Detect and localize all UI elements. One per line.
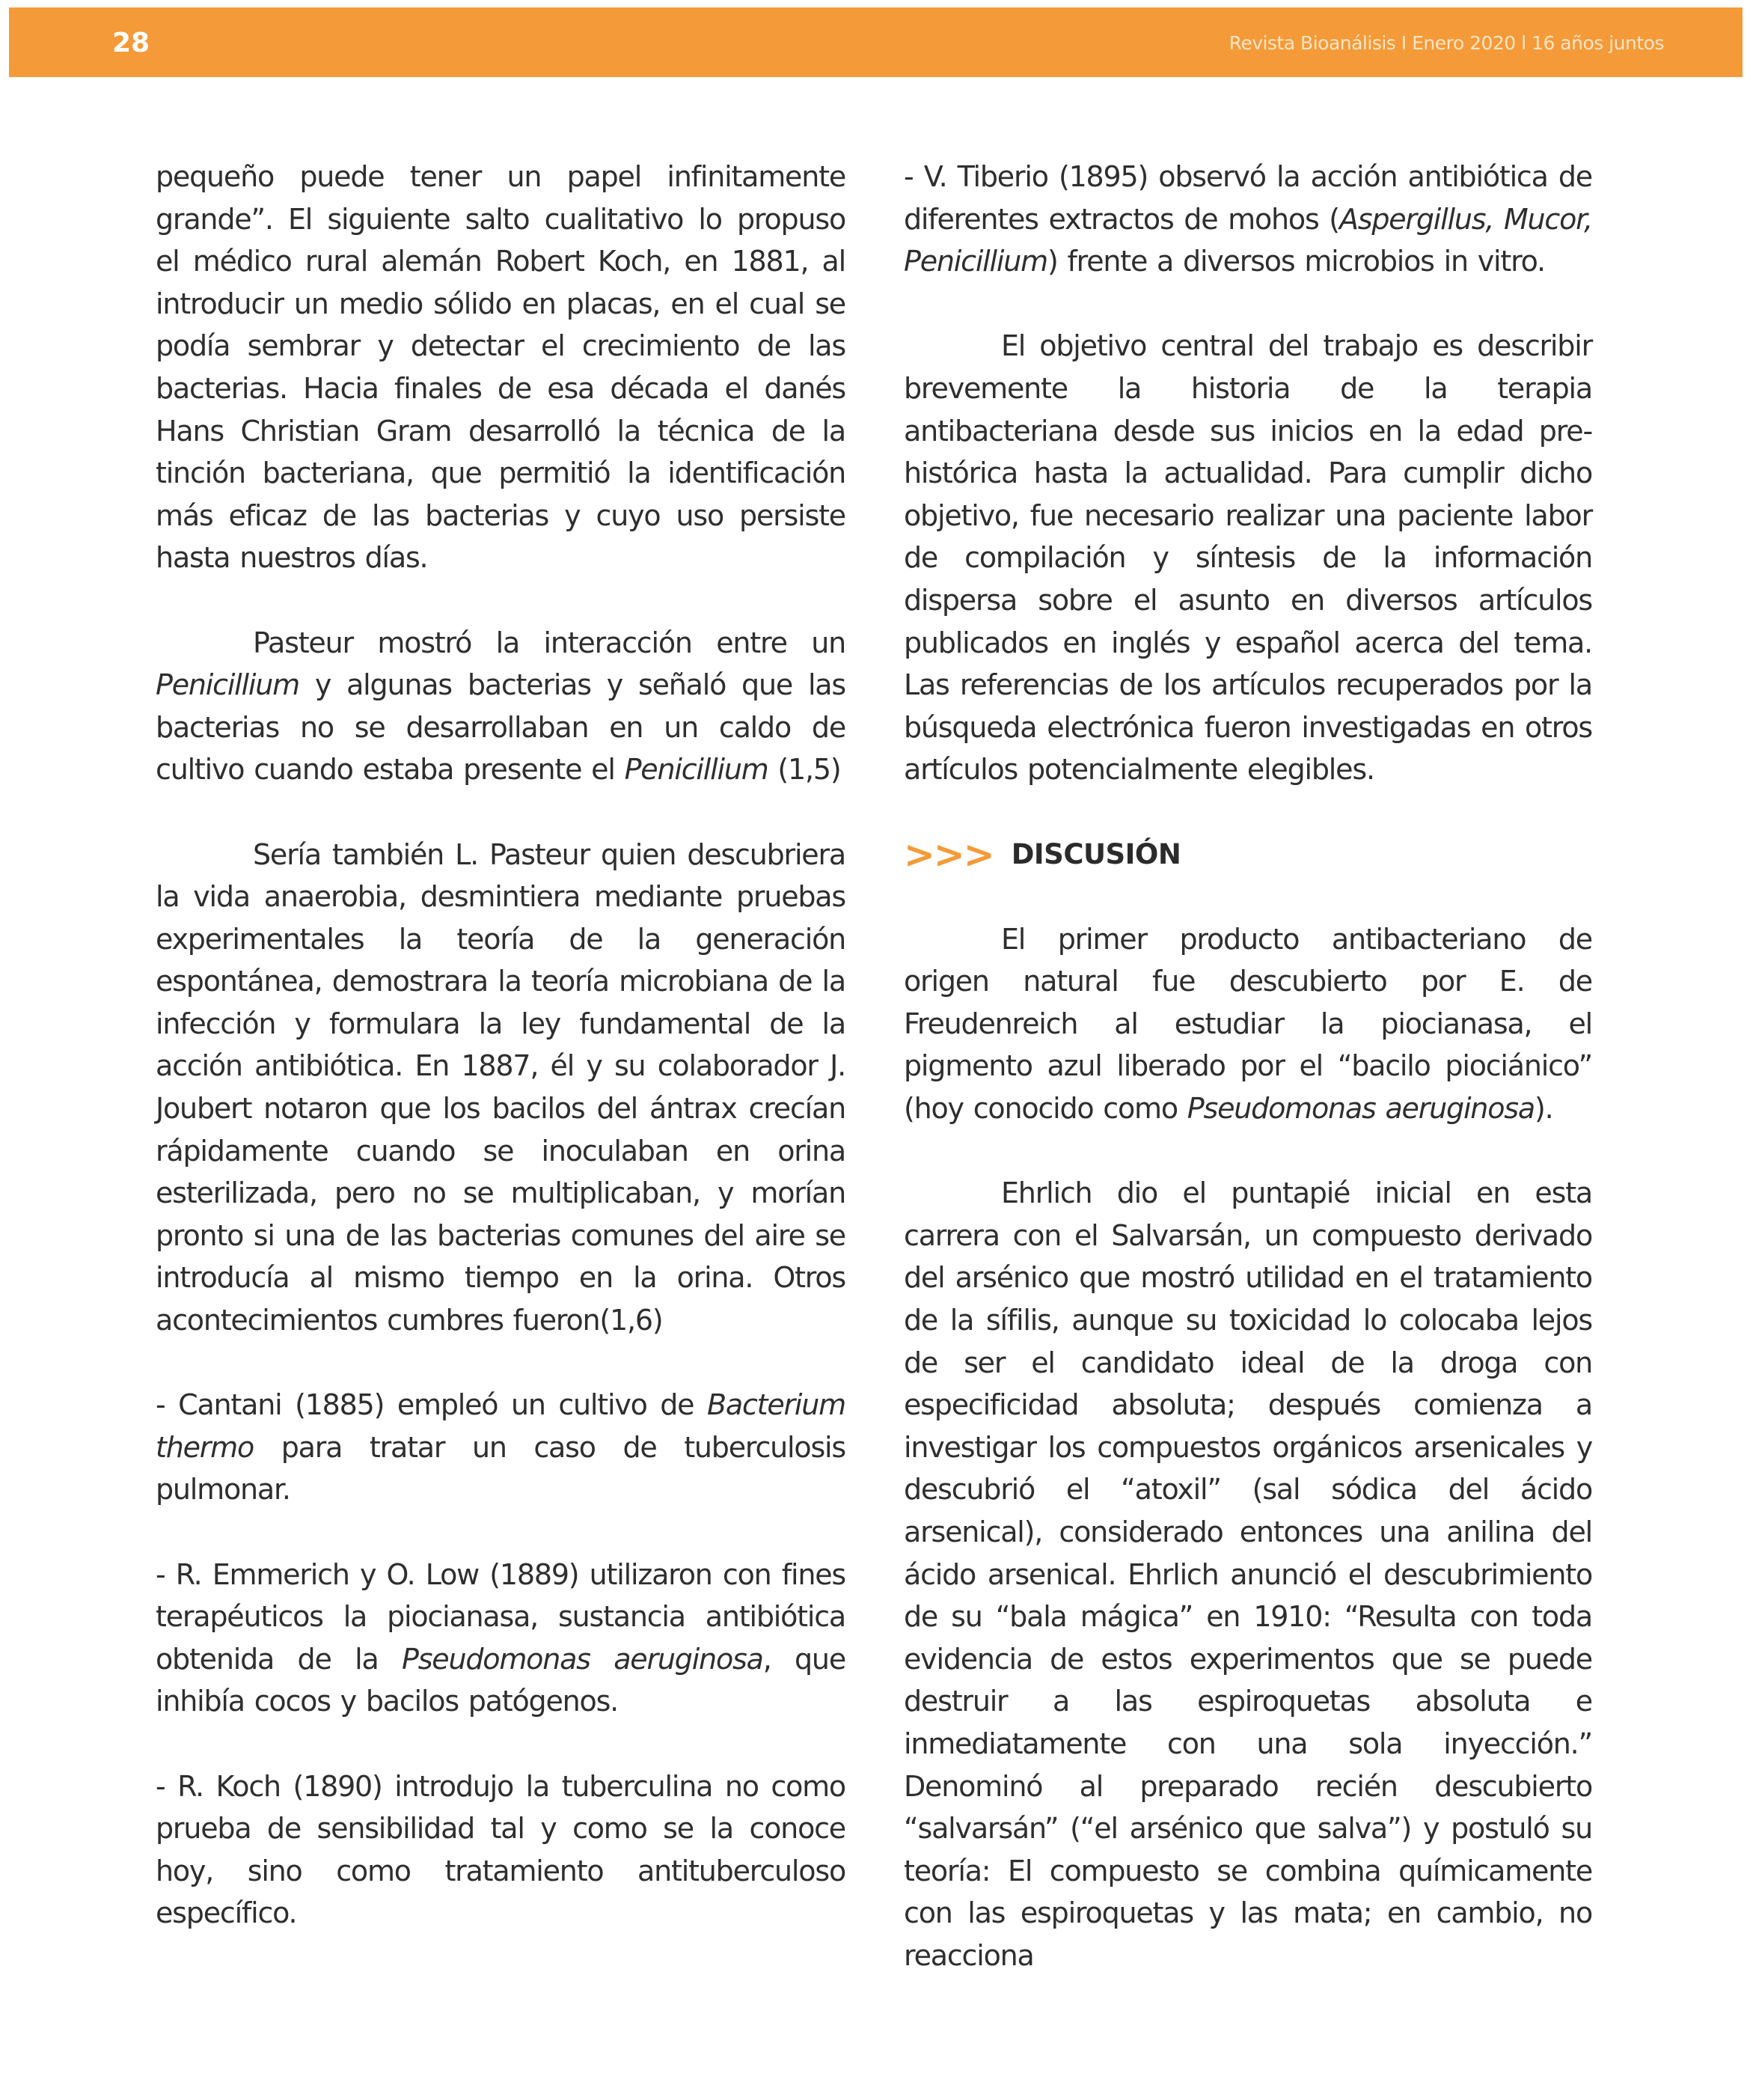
text-run: Pasteur mostró la interacción entre un <box>253 626 845 659</box>
triple-chevron-icon: >>> <box>904 832 994 876</box>
text-run: (1,5) <box>768 753 841 787</box>
text-run: y algunas bacterias y señaló que las bacterias no se desarrollaban en un caldo de cultivo cuando estaba presente el <box>156 668 845 787</box>
section-heading <box>904 834 1592 876</box>
italic-term: Penicillium <box>156 668 299 702</box>
paragraph: El objetivo central del trabajo es describir brevemente la historia de la terapia antibacteriana desde sus inicios en la edad pre-histórica hasta la actualidad. Para cumplir dicho objetivo, fue necesario realizar una paciente labor de compilación y síntesis de la información dispersa sobre el asunto en diversos artículos publicados en inglés y español acerca del tema. Las referencias de los artículos recuperados por la búsqueda electrónica fueron investigadas en otros artículos potencialmente elegibles. <box>904 329 1592 787</box>
paragraph <box>156 1384 845 1511</box>
page-number: 28 <box>112 28 150 58</box>
italic-term: Aspergillus, Mucor, Penicillium <box>904 202 1592 278</box>
paragraph <box>904 156 1592 283</box>
text-run: El primer producto antibacteriano de origen natural fue descubierto por E. de Freudenreich al estudiar la piocianasa, el pigmento azul liberado por el “bacilo piociánico” (hoy conocido como <box>904 922 1592 1126</box>
running-head: Revista Bioanálisis I Enero 2020 l 16 años juntos <box>1229 32 1664 54</box>
italic-term: Pseudomonas aeruginosa <box>1187 1092 1535 1126</box>
paragraph: Sería también L. Pasteur quien descubriera la vida anaerobia, desmintiera mediante pruebas experimentales la teoría de la generación espontánea, demostrara la teoría microbiana de la infección y formulara la ley fundamental de la acción antibiótica. En 1887, él y su colaborador J. Joubert notaron que los bacilos del ántrax crecían rápidamente cuando se inoculaban en orina esterilizada, pero no se multiplicaban, y morían pronto si una de las bacterias comunes del aire se introducía al mismo tiempo en la orina. Otros acontecimientos cumbres fueron(1,6) <box>156 837 845 1337</box>
text-run: - V. Tiberio (1895) observó la acción antibiótica de diferentes extractos de mohos ( <box>904 160 1592 236</box>
right-column <box>904 156 1592 2019</box>
left-column <box>156 156 845 1977</box>
text-run: para tratar un caso de tuberculosis pulmonar. <box>156 1430 845 1507</box>
paragraph: Ehrlich dio el puntapié inicial en esta carrera con el Salvarsán, un compuesto derivado del arsénico que mostró utilidad en el tratamiento de la sífilis, aunque su toxicidad lo colocaba lejos de ser el candidato ideal de la droga con especificidad absoluta; después comienza a investigar los compuestos orgánicos arsenicales y descubrió el “atoxil” (sal sódica del ácido arsenical), considerado entonces una anilina del ácido arsenical. Ehrlich anunció el descubrimiento de su “bala mágica” en 1910: “Resulta con toda evidencia de estos experimentos que se puede destruir a las espiroquetas absoluta e inmediatamente con una sola inyección.” Denominó al preparado recién descubierto “salvarsán” (“el arsénico que salva”) y postuló su teoría: El compuesto se combina químicamente con las espiroquetas y las mata; en cambio, no reacciona <box>904 1176 1592 1972</box>
italic-term: Penicillium <box>624 753 768 787</box>
header-bar <box>9 7 1743 77</box>
text-run: ). <box>1534 1092 1553 1126</box>
paragraph <box>156 622 845 791</box>
text-run: - R. Emmerich y O. Low (1889) utilizaron con fines terapéuticos la piocianasa, sustancia antibiótica obtenida de la <box>156 1557 845 1676</box>
paragraph <box>904 918 1592 1130</box>
text-run: ) frente a diversos microbios in vitro. <box>1047 245 1545 278</box>
section-title: DISCUSIÓN <box>1011 837 1181 870</box>
paragraph: - R. Koch (1890) introdujo la tuberculina no como prueba de sensibilidad tal y como se la conoce hoy, sino como tratamiento antituberculoso específico. <box>156 1769 845 1930</box>
paragraph <box>156 1554 845 1723</box>
text-run: - Cantani (1885) empleó un cultivo de <box>156 1388 707 1422</box>
paragraph: pequeño puede tener un papel infinitamente grande”. El siguiente salto cualitativo lo propuso el médico rural alemán Robert Koch, en 1881, al introducir un medio sólido en placas, en el cual se podía sembrar y detectar el crecimiento de las bacterias. Hacia finales de esa década el danés Hans Christian Gram desarrolló la técnica de la tinción bacteriana, que permitió la identificación más eficaz de las bacterias y cuyo uso persiste hasta nuestros días. <box>156 160 845 575</box>
italic-term: Pseudomonas aeruginosa <box>401 1642 763 1676</box>
text-run: , que inhibía cocos y bacilos patógenos. <box>156 1642 845 1718</box>
italic-term: Bacterium thermo <box>156 1388 845 1464</box>
